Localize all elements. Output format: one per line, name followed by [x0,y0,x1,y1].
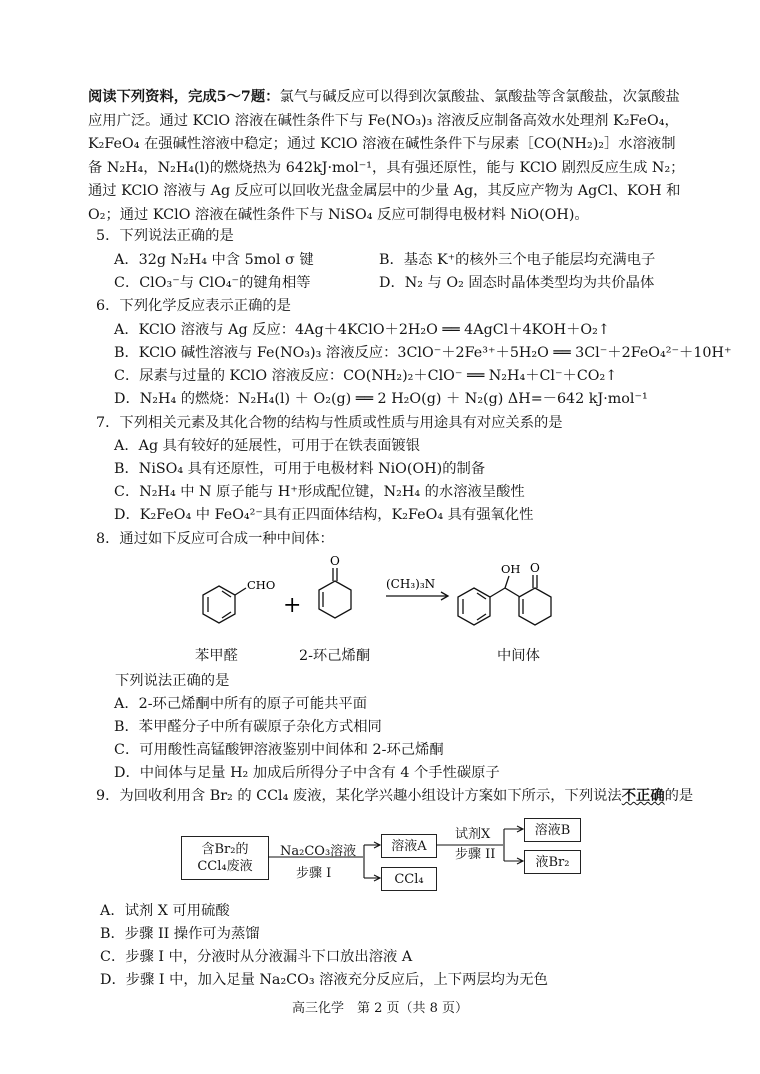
box-solution-a: 溶液A [381,834,437,858]
q8-option-d: D．中间体与足量 H₂ 加成后所得分子中含有 4 个手性碳原子 [114,765,500,781]
q8-option-a: A．2-环己烯酮中所有的原子可能共平面 [114,696,367,712]
reading-text: 氯气与碱反应可以得到次氯酸盐、氯酸盐等含氯酸盐，次氯酸盐应用广泛。通过 KClO 溶液在碱性条件下与 Fe(NO₃)₃ 溶液反应制备高效水处理剂 K₂FeO₄，K₂FeO₄ 在强碱性溶液中稳定；通过 KClO 溶液在碱性条件下与尿素［CO(NH₂)₂］水溶液制备 N₂H₄，N₂H₄(l)的燃烧热为 642kJ·mol⁻¹，具有强还原性，能与 KClO 剧烈反应生成 N₂；通过 KClO 溶液与 Ag 反应可以回收光盘金属层中的少量 Ag，其反应产物为 AgCl、KOH 和 O₂；通过 KClO 溶液在碱性条件下与 NiSO₄ 反应可制得电极材料 NiO(OH)。 [88,89,685,223]
q9-option-b: B．步骤 II 操作可为蒸馏 [100,926,260,942]
box-solution-b: 溶液B [524,818,581,842]
q6-option-a: A．KClO 溶液与 Ag 反应：4Ag＋4KClO＋2H₂O ══ 4AgCl＋4KOH＋O₂↑ [114,322,610,338]
step-1-label: 步骤 I [296,866,332,881]
reagent-na2co3: Na₂CO₃溶液 [280,844,357,859]
page-footer: 高三化学 第 2 页（共 8 页） [291,1001,469,1016]
cyclohexenone-ring [319,581,351,618]
q7-stem: 7．下列相关元素及其化合物的结构与性质或性质与用途具有对应关系的是 [96,415,563,431]
q5-stem: 5．下列说法正确的是 [96,228,234,244]
q6-option-c: C．尿素与过量的 KClO 溶液反应：CO(NH₂)₂＋ClO⁻ ══ N₂H₄＋Cl⁻＋CO₂↑ [114,368,618,384]
reagent-label: (CH₃)₃N [386,577,436,591]
q6-stem: 6．下列化学反应表示正确的是 [96,298,291,314]
q9-option-a: A．试剂 X 可用硫酸 [100,903,230,919]
q5-option-a: A．32g N₂H₄ 中含 5mol σ 键 [114,252,314,268]
intermediate-enone-ring [519,588,551,625]
oh-label: OH [501,562,521,576]
q9-option-c: C．步骤 I 中，分液时从分液漏斗下口放出溶液 A [100,949,413,965]
label-intermediate: 中间体 [497,648,540,664]
q5-option-b: B．基态 K⁺的核外三个电子能层均充满电子 [379,252,656,268]
intermediate-o-label: O [530,561,540,575]
q7-option-a: A．Ag 具有较好的延展性，可用于在铁表面镀银 [114,438,420,454]
q6-option-b: B．KClO 碱性溶液与 Fe(NO₃)₃ 溶液反应：3ClO⁻＋2Fe³⁺＋5H₂O ══ 3Cl⁻＋2FeO₄²⁻＋10H⁺ [114,345,732,361]
reading-lead: 阅读下列资料，完成5～7题： [88,89,280,105]
reagent-x: 试剂X [455,827,491,842]
q5-option-c: C．ClO₃⁻与 ClO₄⁻的键角相等 [114,275,311,291]
aldehyde-bond [235,588,246,595]
q9-stem [96,786,693,806]
q9-stem-post: 的是 [664,788,694,804]
q7-option-d: D．K₂FeO₄ 中 FeO₄²⁻具有正四面体结构，K₂FeO₄ 具有强氧化性 [114,507,534,523]
reaction-scheme [0,548,760,670]
plus-sign: + [283,593,302,618]
reading-material [88,86,688,227]
q8-stem: 8．通过如下反应可合成一种中间体： [96,531,334,547]
box-liquid-br2: 液Br₂ [524,850,581,874]
q5-option-d: D．N₂ 与 O₂ 固态时晶体类型均为共价晶体 [379,275,655,291]
q9-stem-pre: 9．为回收利用含 Br₂ 的 CCl₄ 废液，某化学兴趣小组设计方案如下所示，下列说法 [96,788,622,804]
q8-option-c: C．可用酸性高锰酸钾溶液鉴别中间体和 2-环己烯酮 [114,742,444,758]
box-ccl4: CCl₄ [381,867,437,891]
label-benzaldehyde: 苯甲醛 [195,648,238,664]
q7-option-b: B．NiSO₄ 具有还原性，可用于电极材料 NiO(OH)的制备 [114,461,486,477]
q7-option-c: C．N₂H₄ 中 N 原子能与 H⁺形成配位键，N₂H₄ 的水溶液呈酸性 [114,484,525,500]
label-cyclohexenone: 2-环己烯酮 [299,648,371,664]
step-2-label: 步骤 II [455,847,496,862]
q9-option-d: D．步骤 I 中，加入足量 Na₂CO₃ 溶液充分反应后，上下两层均为无色 [100,972,548,988]
q9-stem-emphasis: 不正确 [621,788,665,804]
q6-option-d: D．N₂H₄ 的燃烧：N₂H₄(l) ＋ O₂(g) ══ 2 H₂O(g) ＋ N₂(g) ΔH=－642 kJ·mol⁻¹ [114,391,648,407]
ketone-o-label: O [330,554,340,568]
cho-label: CHO [247,578,276,592]
q8-option-b: B．苯甲醛分子中所有碳原子杂化方式相同 [114,719,382,735]
box-waste-liquid: 含Br₂的 CCl₄废液 [181,836,269,880]
q8-sub-stem: 下列说法正确的是 [115,673,230,689]
